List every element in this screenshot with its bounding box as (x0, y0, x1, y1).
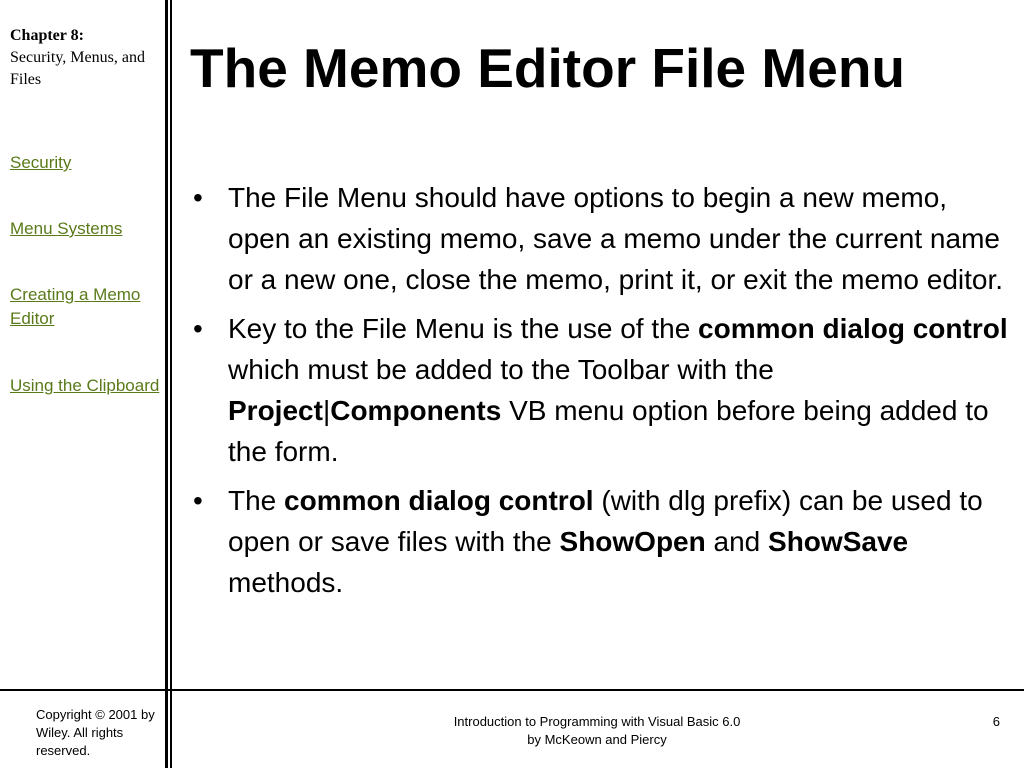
nav-link-using-clipboard[interactable]: Using the Clipboard (10, 376, 160, 395)
slide-title: The Memo Editor File Menu (190, 37, 906, 99)
sidebar-divider-outer (165, 0, 168, 768)
bullet-bold-text: common dialog control (284, 485, 594, 516)
footer-divider (0, 689, 1024, 691)
chapter-heading (10, 25, 160, 91)
bullet-marker: • (193, 313, 203, 344)
bullet-marker: • (193, 485, 203, 516)
bullet-text: which must be added to the Toolbar with the (228, 354, 774, 385)
bullet-bold-text: ShowOpen (559, 526, 706, 557)
nav-link-menu-systems[interactable]: Menu Systems (10, 219, 123, 238)
bullet-item (190, 480, 1010, 603)
chapter-subtitle: Security, Menus, and Files (10, 49, 145, 88)
bullet-marker: • (193, 182, 203, 213)
bullet-text: (with dlg prefix) can be used to open or save files with the (228, 485, 983, 557)
bullet-text: Key to the File Menu is the use of the (228, 313, 699, 344)
bullet-bold-text: common dialog control (698, 313, 1008, 344)
nav-link-security[interactable]: Security (10, 153, 72, 172)
sidebar-divider-inner (170, 0, 172, 768)
sidebar-nav (0, 0, 163, 688)
bullet-text: The File Menu should have options to begin a new memo, open an existing memo, save a memo under the current name or a new one, close the memo, print it, or exit the memo editor. (228, 182, 1004, 295)
footer-copyright: Copyright © 2001 by Wiley. All rights reserved. (36, 707, 155, 758)
bullet-list (190, 177, 1010, 611)
chapter-number: Chapter 8: (10, 27, 84, 44)
bullet-text: | (322, 395, 331, 426)
nav-link-creating-memo-editor[interactable]: Creating a Memo Editor (10, 285, 141, 328)
bullet-text: methods. (228, 567, 344, 598)
page-number: 6 (992, 714, 1000, 729)
bullet-bold-text: Project (228, 395, 323, 426)
bullet-bold-text: Components (330, 395, 502, 426)
bullet-text: and (705, 526, 769, 557)
bullet-item (190, 308, 1010, 472)
footer-course-title: Introduction to Programming with Visual Basic 6.0 by McKeown and Piercy (453, 714, 741, 747)
bullet-bold-text: ShowSave (768, 526, 909, 557)
bullet-item (190, 177, 1010, 300)
bullet-text: The (228, 485, 285, 516)
bullet-text: VB menu option before being added to the form. (228, 395, 989, 467)
